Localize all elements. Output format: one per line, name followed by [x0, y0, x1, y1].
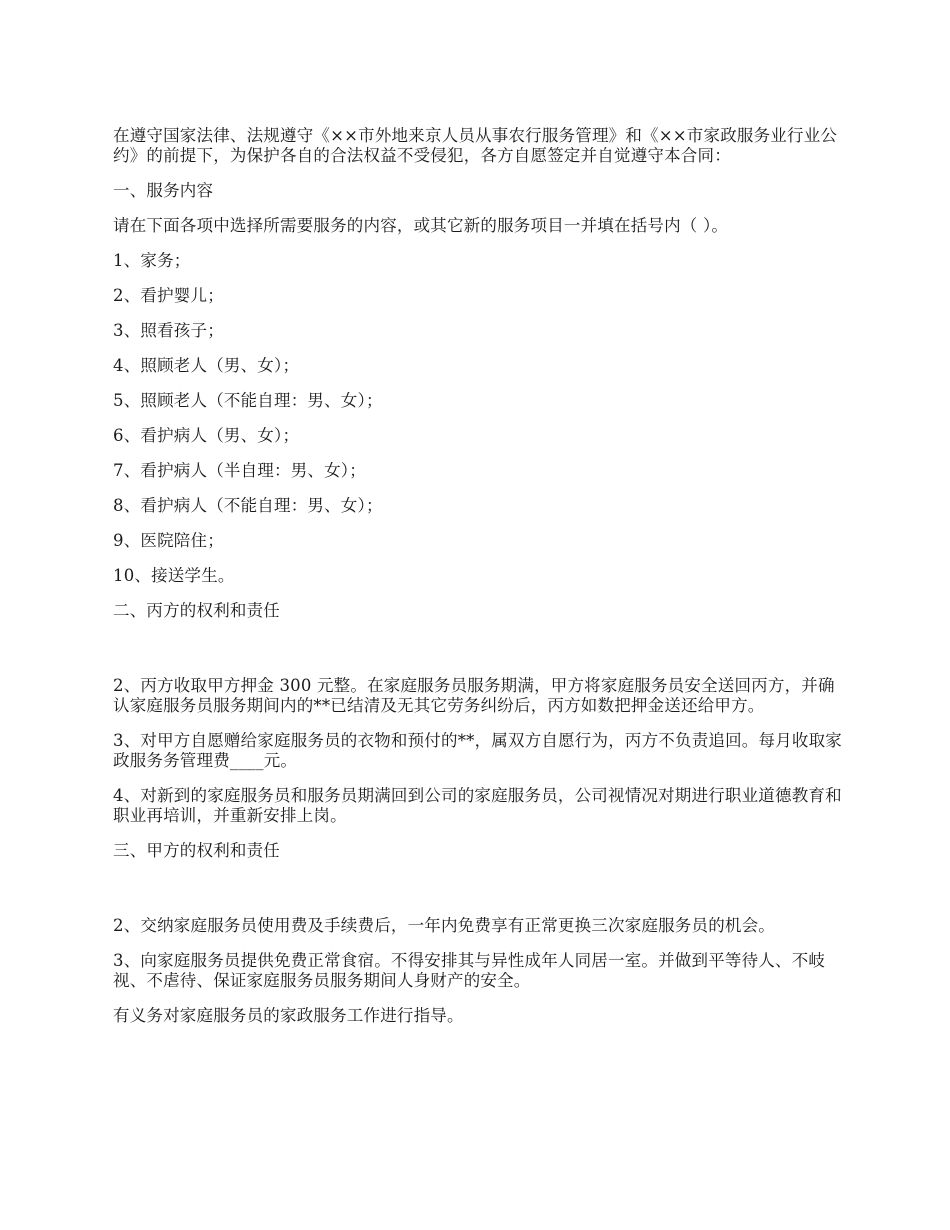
- blank-gap: [113, 876, 843, 916]
- section-1-instruction: 请在下面各项中选择所需要服务的内容，或其它新的服务项目一并填在括号内（ ）。: [113, 216, 729, 235]
- intro-paragraph: 在遵守国家法律、法规遵守《××市外地来京人员从事农行服务管理》和《××市家政服务业行业公约》的前提下，为保护各自的合法权益不受侵犯，各方自愿签定并自觉遵守本合同：: [113, 126, 838, 165]
- service-item: 3、照看孩子；: [113, 321, 224, 340]
- service-item: 10、接送学生。: [113, 566, 235, 585]
- service-item: 4、照顾老人（男、女）；: [113, 356, 300, 375]
- section-3-item: 3、向家庭服务员提供免费正常食宿。不得安排其与异性成年人同居一室。并做到平等待人、不岐视、不虐待、保证家庭服务员服务期间人身财产的安全。: [113, 951, 826, 990]
- section-2-heading: 二、丙方的权利和责任: [113, 601, 280, 620]
- section-3-item: 有义务对家庭服务员的家政服务工作进行指导。: [113, 1006, 464, 1025]
- section-3-heading: 三、甲方的权利和责任: [113, 841, 280, 860]
- service-item: 8、看护病人（不能自理：男、女）；: [113, 496, 383, 515]
- blank-gap: [113, 636, 843, 676]
- section-1-heading: 一、服务内容: [113, 181, 214, 200]
- contract-page: [113, 126, 843, 1041]
- section-2-item: 3、对甲方自愿赠给家庭服务员的衣物和预付的**，属双方自愿行为，丙方不负责追回。每月收取家政服务务管理费____元。: [113, 731, 842, 770]
- section-2-item: 2、丙方收取甲方押金 300 元整。在家庭服务员服务期满，甲方将家庭服务员安全送回丙方，并确认家庭服务员服务期间内的**已结清及无其它劳务纠纷后，丙方如数把押金送还给甲方。: [113, 676, 835, 715]
- service-item: 6、看护病人（男、女）；: [113, 426, 300, 445]
- service-item: 2、看护婴儿；: [113, 286, 224, 305]
- section-3-item: 2、交纳家庭服务员使用费及手续费后，一年内免费享有正常更换三次家庭服务员的机会。: [113, 916, 775, 935]
- service-item: 1、家务；: [113, 251, 191, 270]
- service-item: 9、医院陪住；: [113, 531, 224, 550]
- section-2-item: 4、对新到的家庭服务员和服务员期满回到公司的家庭服务员，公司视情况对期进行职业道德教育和职业再培训，并重新安排上岗。: [113, 786, 842, 825]
- service-item: 5、照顾老人（不能自理：男、女）；: [113, 391, 383, 410]
- service-item: 7、看护病人（半自理：男、女）；: [113, 461, 366, 480]
